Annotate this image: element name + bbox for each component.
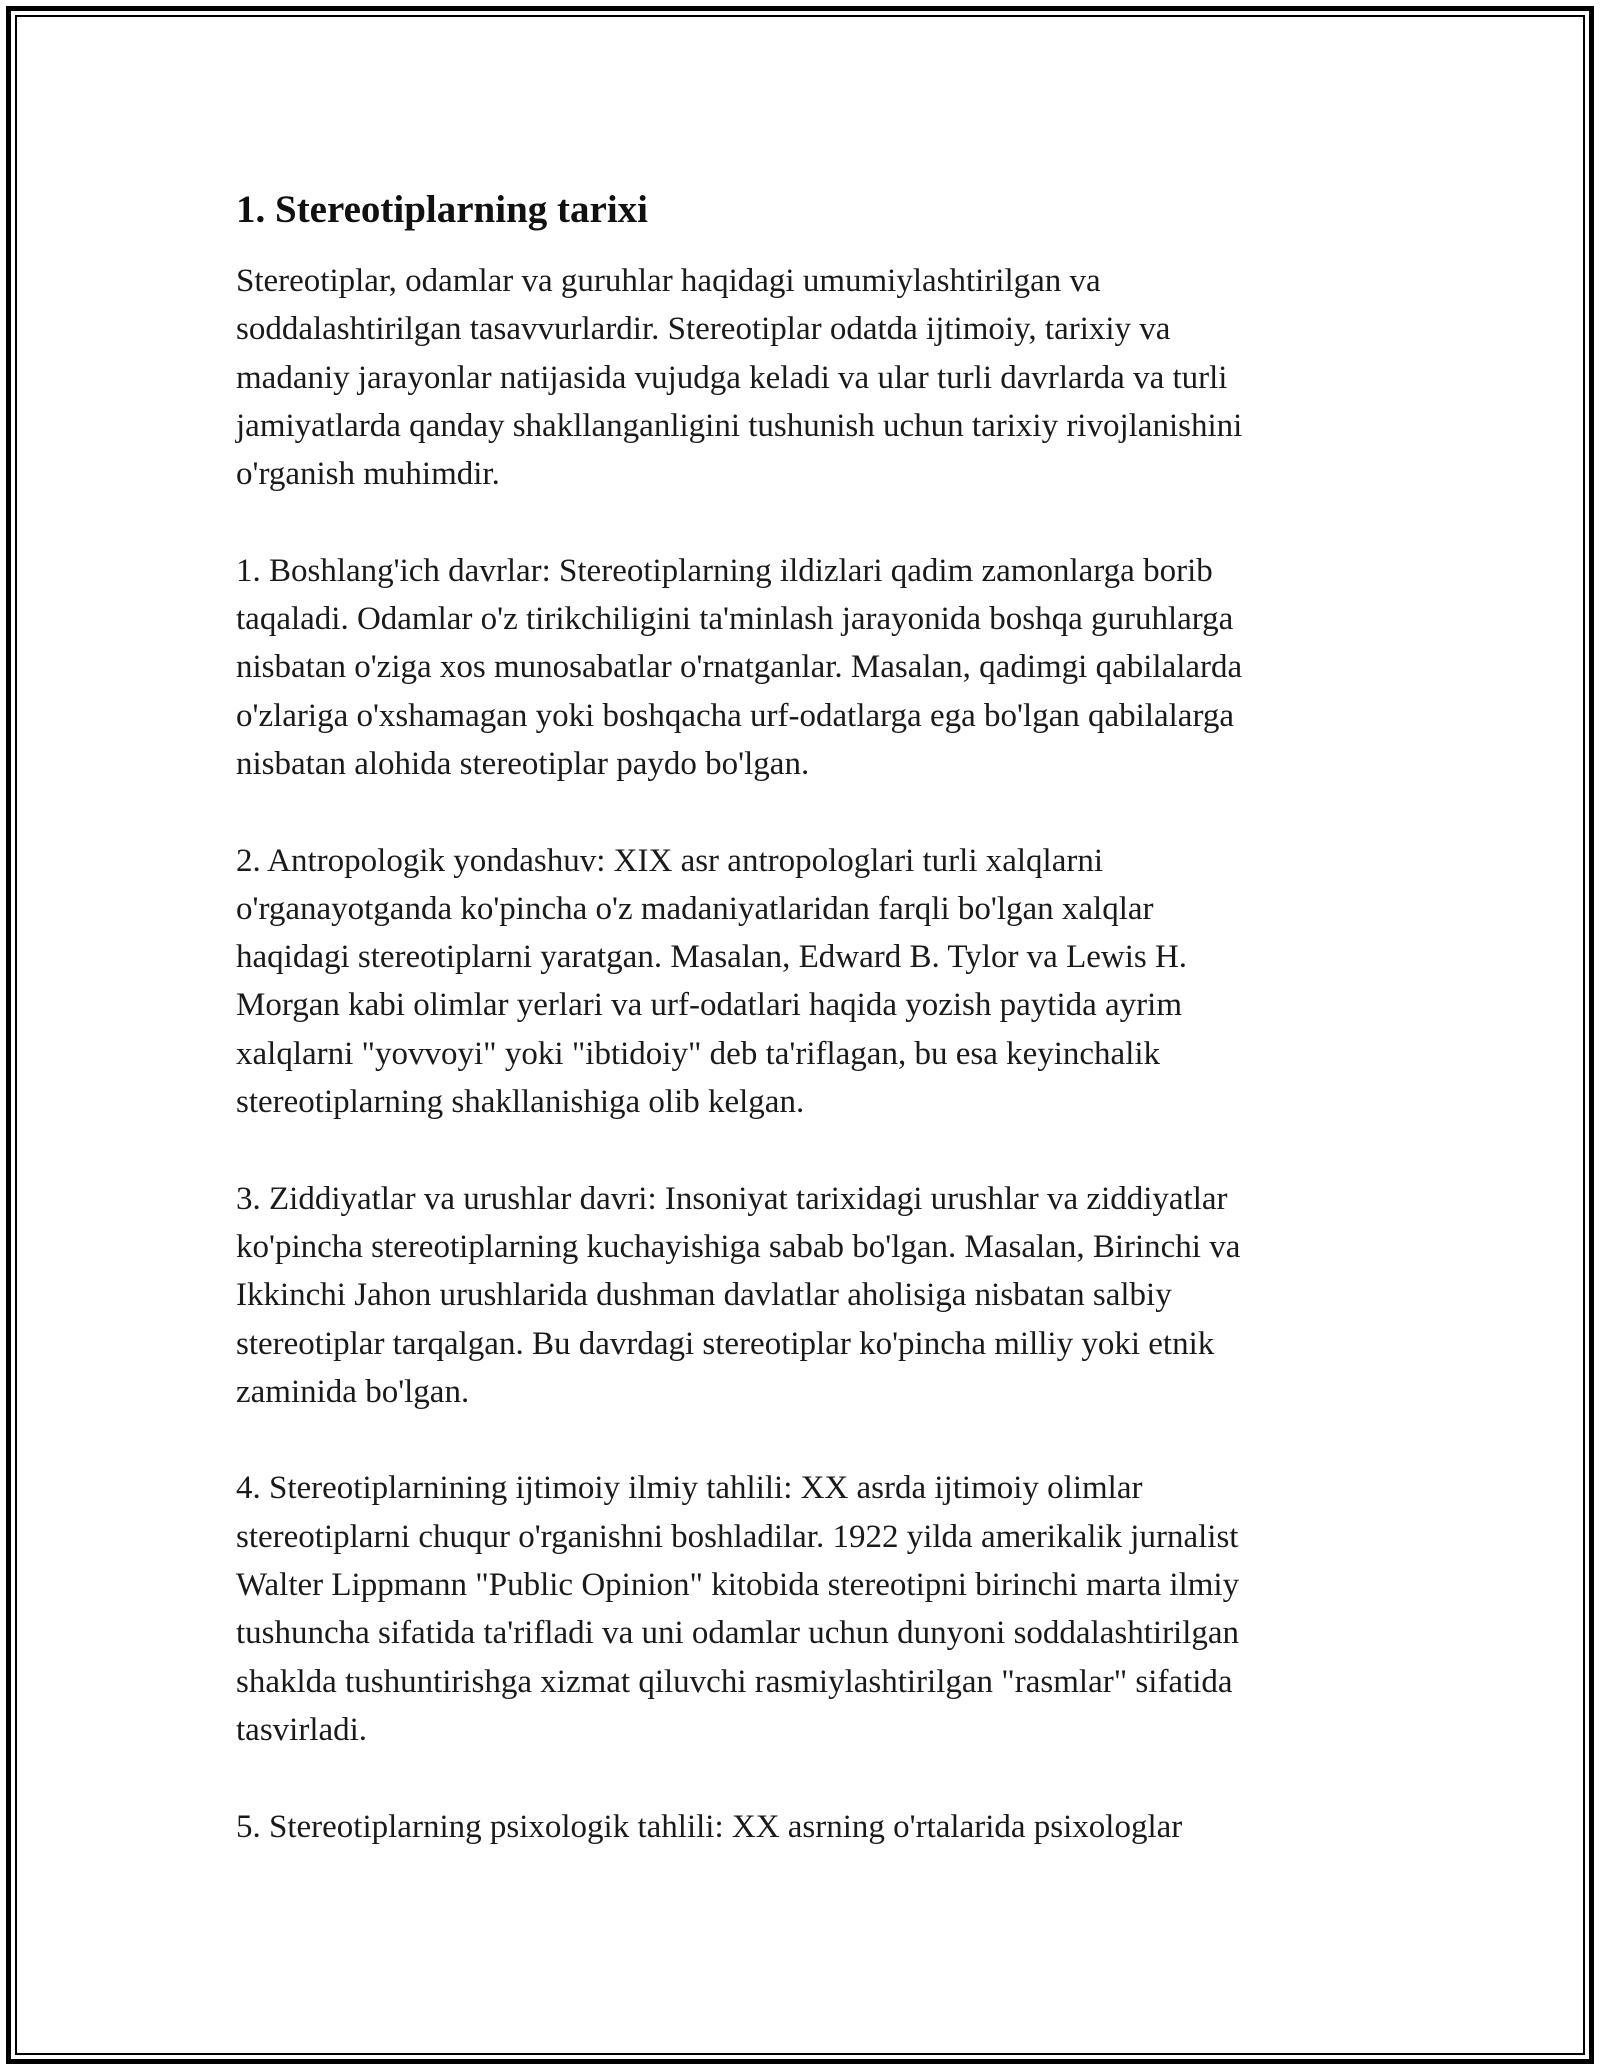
section-heading: 1. Stereotiplarning tarixi xyxy=(236,188,648,231)
intro-paragraph: Stereotiplar, odamlar va guruhlar haqidagi umumiylashtirilgan va soddalashtirilgan tasavvurlardir. Stereotiplar odatda ijtimoiy, tarixiy va madaniy jarayonlar natijasida vujudga keladi va ular turli davrlarda va turli jamiyatlarda qanday shakllanganligini tushunish uchun tarixiy rivojlanishini o'rganish muhimdir. xyxy=(236,263,1243,493)
document-body xyxy=(236,186,1366,1851)
paragraph-psychological-analysis: 5. Stereotiplarning psixologik tahlili: XX asrning o'rtalarida psixologlar xyxy=(236,1808,1183,1845)
paragraph-conflicts-wars: 3. Ziddiyatlar va urushlar davri: Insoniyat tarixidagi urushlar va ziddiyatlar ko'pincha stereotiplarning kuchayishiga sabab bo'lgan. Masalan, Birinchi va Ikkinchi Jahon urushlarida dushman davlatlar aholisiga nisbatan salbiy stereotiplar tarqalgan. Bu davrdagi stereotiplar ko'pincha milliy yoki etnik zaminida bo'lgan. xyxy=(236,1180,1241,1410)
paragraph-early-periods: 1. Boshlang'ich davrlar: Stereotiplarning ildizlari qadim zamonlarga borib taqaladi. Odamlar o'z tirikchiligini ta'minlash jarayonida boshqa guruhlarga nisbatan o'ziga xos munosabatlar o'rnatganlar. Masalan, qadimgi qabilalarda o'zlariga o'xshamagan yoki boshqacha urf-odatlarga ega bo'lgan qabilalarga nisbatan alohida stereotiplar paydo bo'lgan. xyxy=(236,552,1243,782)
paragraph-anthropological-approach: 2. Antropologik yondashuv: XIX asr antropologlari turli xalqlarni o'rganayotganda ko'pincha o'z madaniyatlaridan farqli bo'lgan xalqlar haqidagi stereotiplarni yaratgan. Masalan, Edward B. Tylor va Lewis H. Morgan kabi olimlar yerlari va urf-odatlari haqida yozish paytida ayrim xalqlarni "yovvoyi" yoki "ibtidoiy" deb ta'riflagan, bu esa keyinchalik stereotiplarning shakllanishiga olib kelgan. xyxy=(236,842,1188,1121)
paragraph-social-scientific-analysis: 4. Stereotiplarnining ijtimoiy ilmiy tahlili: XX asrda ijtimoiy olimlar stereotiplarni chuqur o'rganishni boshladilar. 1922 yilda amerikalik jurnalist Walter Lippmann "Public Opinion" kitobida stereotipni birinchi marta ilmiy tushuncha sifatida ta'rifladi va uni odamlar uchun dunyoni soddalashtirilgan shaklda tushuntirishga xizmat qiluvchi rasmiylashtirilgan "rasmlar" sifatida tasvirladi. xyxy=(236,1470,1240,1748)
